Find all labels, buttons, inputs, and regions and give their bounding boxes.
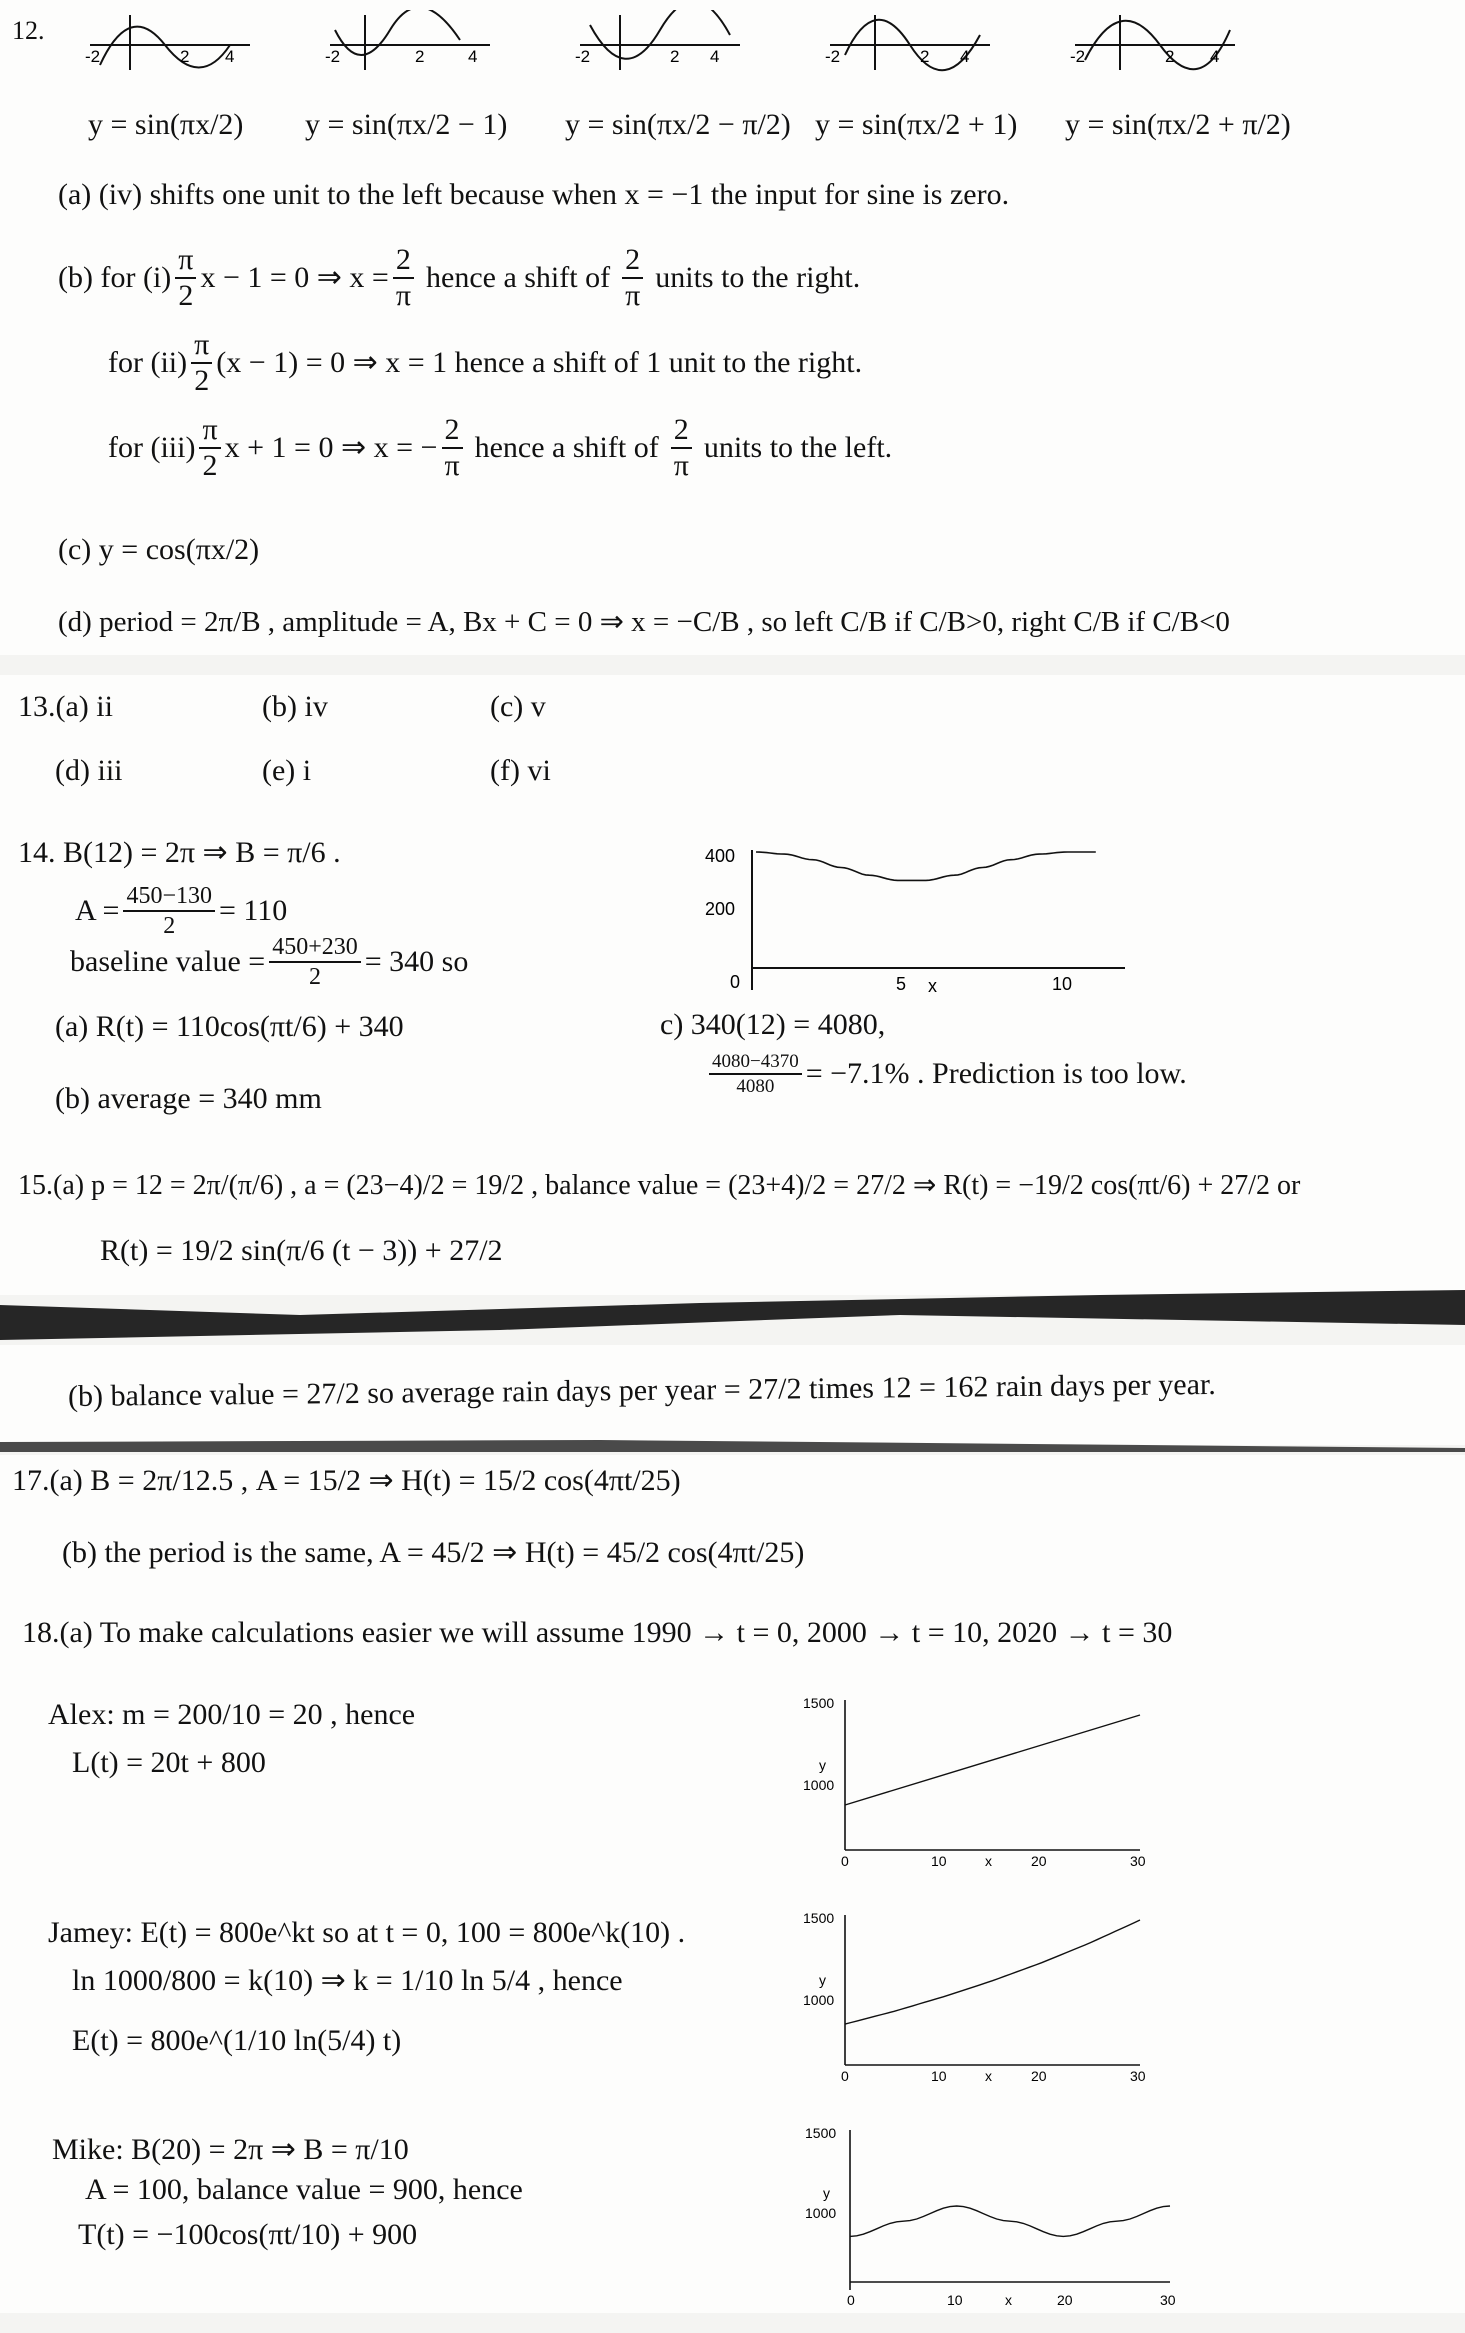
- q12-graph-3-tick-2: 2: [670, 47, 680, 66]
- q13-f: (f) vi: [490, 754, 551, 787]
- q12-part-b3: [108, 415, 892, 481]
- q12-graph-4: [825, 15, 990, 70]
- q12-graph-3-tick: -2: [575, 47, 591, 66]
- jamey-xtick-0: 0: [841, 2068, 849, 2084]
- jamey-ytick-1000: 1000: [803, 1992, 835, 2008]
- alex-xtick-0: 0: [841, 1853, 849, 1869]
- q18-mike-1: Mike: B(20) = 2π ⇒ B = π/10: [52, 2133, 409, 2166]
- q14-line2: [75, 884, 287, 938]
- q12-graph-2-tick-2: 2: [415, 47, 425, 66]
- q14-l3-pre: baseline value =: [70, 945, 266, 978]
- alex-xtick-30: 30: [1130, 1853, 1146, 1869]
- q14-ytick-0: 0: [730, 972, 741, 992]
- q18-chart-mike: [795, 2120, 1185, 2310]
- q18-mike-3: T(t) = −100cos(πt/10) + 900: [78, 2218, 418, 2251]
- q17-part-a: 17.(a) B = 2π/12.5 , A = 15/2 ⇒ H(t) = 15/2 cos(4πt/25): [12, 1464, 681, 1497]
- q14-part-b: (b) average = 340 mm: [55, 1082, 322, 1115]
- q14-xtick-5: 5: [896, 974, 907, 994]
- q14-xlabel: x: [928, 976, 937, 996]
- q13-c: (c) v: [490, 690, 546, 723]
- mike-xlabel: x: [1005, 2292, 1012, 2308]
- q14-l3-post: = 340 so: [364, 945, 469, 978]
- q12-graph-3-tick-4: 4: [710, 47, 720, 66]
- q14-part-a: (a) R(t) = 110cos(πt/6) + 340: [55, 1010, 404, 1043]
- q12-b1-frac2: $\frac{2}{\pi}$: [393, 245, 414, 311]
- q12-b1-frac3: $\frac{2}{\pi}$: [622, 245, 643, 311]
- q15-line1: 15.(a) p = 12 = 2π/(π/6) , a = (23−4)/2 = 19/2 , balance value = (23+4)/2 = 27/2 ⇒ R(t) = −19/2 cos(πt/6) + 27/2 or: [18, 1170, 1301, 1201]
- q12-graph-1-tick-2: 2: [180, 47, 190, 66]
- q12-part-a: (a) (iv) shifts one unit to the left because when x = −1 the input for sine is zero.: [58, 178, 1010, 211]
- q12-graph-5-tick-2: 2: [1165, 47, 1175, 66]
- q12-graph-5: [1070, 15, 1235, 70]
- q12-label-1: y = sin(πx/2): [88, 108, 244, 141]
- q12-graph-5-tick-4: 4: [1210, 47, 1220, 66]
- q12-b3-frac3: $\frac{2}{\pi}$: [671, 415, 692, 481]
- q12-part-d: (d) period = 2π/B , amplitude = A, Bx + C = 0 ⇒ x = −C/B , so left C/B if C/B>0, right C/B if C/B<0: [58, 606, 1230, 638]
- jamey-xtick-30: 30: [1130, 2068, 1146, 2084]
- q12-graph-1-tick: -2: [85, 47, 101, 66]
- q14-line1: 14. B(12) = 2π ⇒ B = π/6 .: [18, 836, 341, 869]
- q12-label-3: y = sin(πx/2 − π/2): [565, 108, 791, 141]
- q14-c2-frac: $\frac{4080-4370}{4080}$: [709, 1052, 802, 1096]
- q12-graph-5-tick: -2: [1070, 47, 1086, 66]
- q12-b1-frac1: $\frac{\pi}{2}$: [175, 245, 196, 311]
- jamey-series-line: [845, 1920, 1140, 2024]
- mike-xtick-20: 20: [1057, 2292, 1073, 2308]
- jamey-xlabel: x: [985, 2068, 992, 2084]
- q12-graph-2: [325, 10, 490, 70]
- q18-mike-2: A = 100, balance value = 900, hence: [85, 2173, 523, 2206]
- q12-graph-2-tick: -2: [325, 47, 341, 66]
- jamey-ylabel: y: [819, 1972, 826, 1988]
- q12-b2-frac: $\frac{\pi}{2}$: [191, 330, 212, 396]
- q14-l2-post: = 110: [218, 894, 288, 927]
- q15-part-b: (b) balance value = 27/2 so average rain days per year = 27/2 times 12 = 162 rain days per year.: [67, 1367, 1216, 1413]
- alex-xlabel: x: [985, 1853, 992, 1869]
- q12-label-2: y = sin(πx/2 − 1): [305, 108, 508, 141]
- q14-series-line: [756, 852, 1096, 880]
- q12-b3-mid: x + 1 = 0 ⇒ x = −: [224, 431, 438, 464]
- q12-label-4: y = sin(πx/2 + 1): [815, 108, 1018, 141]
- q12-b3-frac1: $\frac{\pi}{2}$: [199, 415, 220, 481]
- q12-b2-mid: (x − 1) = 0 ⇒ x = 1 hence a shift of 1 unit to the right.: [216, 346, 863, 379]
- q12-graph-4-tick-2: 2: [920, 47, 930, 66]
- jamey-ytick-1500: 1500: [803, 1910, 835, 1926]
- q18-alex-1: Alex: m = 200/10 = 20 , hence: [48, 1698, 416, 1731]
- q12-b3-frac2: $\frac{2}{\pi}$: [441, 415, 462, 481]
- alex-ytick-1000: 1000: [803, 1777, 835, 1793]
- mike-ytick-1500: 1500: [805, 2125, 837, 2141]
- q12-graph-strip: [80, 10, 1280, 75]
- q12-part-b1: [58, 245, 860, 311]
- jamey-xtick-20: 20: [1031, 2068, 1047, 2084]
- q18-chart-alex: [795, 1690, 1155, 1870]
- q17-part-b: (b) the period is the same, A = 45/2 ⇒ H(t) = 45/2 cos(4πt/25): [62, 1536, 805, 1569]
- q14-part-c2: [705, 1052, 1187, 1096]
- q13-b: (b) iv: [262, 690, 328, 723]
- q12-b3-pre: for (iii): [108, 431, 196, 464]
- q18-part-a: 18.(a) To make calculations easier we will assume 1990 → t = 0, 2000 → t = 10, 2020 → t = 30: [22, 1616, 1173, 1649]
- mike-xtick-30: 30: [1160, 2292, 1176, 2308]
- q14-ytick-400: 400: [705, 846, 736, 866]
- q14-l2-frac: $\frac{450-130}{2}$: [123, 884, 215, 938]
- q18-jamey-2: ln 1000/800 = k(10) ⇒ k = 1/10 ln 5/4 , hence: [72, 1964, 623, 1997]
- q14-part-c1: c) 340(12) = 4080,: [660, 1008, 886, 1041]
- q18-chart-jamey: [795, 1905, 1155, 2085]
- q12-graph-4-tick-4: 4: [960, 47, 970, 66]
- q14-xtick-10: 10: [1052, 974, 1073, 994]
- q12-graph-1: [85, 15, 250, 70]
- q13-a: 13.(a) ii: [18, 690, 113, 723]
- q12-part-c: (c) y = cos(πx/2): [58, 533, 260, 566]
- q12-b1-mid: x − 1 = 0 ⇒ x =: [200, 261, 389, 294]
- q14-line3: [70, 935, 468, 989]
- mike-xtick-0: 0: [847, 2292, 855, 2308]
- alex-xtick-10: 10: [931, 1853, 947, 1869]
- q12-graph-2-tick-4: 4: [468, 47, 478, 66]
- q12-b3-post: units to the left.: [703, 431, 893, 464]
- q18-jamey-3: E(t) = 800e^(1/10 ln(5/4) t): [72, 2024, 402, 2057]
- q12-b3-mid2: hence a shift of: [474, 431, 659, 464]
- q12-graph-1-tick-4: 4: [225, 47, 235, 66]
- q14-l2-pre: A =: [75, 894, 120, 927]
- q15-line2: R(t) = 19/2 sin(π/6 (t − 3)) + 27/2: [100, 1234, 503, 1267]
- q12-b1-pre: (b) for (i): [58, 261, 172, 294]
- tear-mark-1: [0, 1285, 1465, 1365]
- alex-ytick-1500: 1500: [803, 1695, 835, 1711]
- q12-b1-post: units to the right.: [655, 261, 861, 294]
- alex-series-line: [845, 1715, 1140, 1805]
- mike-series-line: [850, 2206, 1170, 2236]
- q13-e: (e) i: [262, 754, 312, 787]
- jamey-xtick-10: 10: [931, 2068, 947, 2084]
- q14-chart: [700, 840, 1140, 1000]
- mike-ytick-1000: 1000: [805, 2205, 837, 2221]
- q12-b1-mid2: hence a shift of: [426, 261, 611, 294]
- q14-c2-post: = −7.1% . Prediction is too low.: [805, 1057, 1187, 1090]
- tear-mark-2: [0, 1430, 1465, 1460]
- mike-xtick-10: 10: [947, 2292, 963, 2308]
- q14-l3-frac: $\frac{450+230}{2}$: [269, 935, 361, 989]
- q12-label-5: y = sin(πx/2 + π/2): [1065, 108, 1291, 141]
- q12-graph-3: [575, 10, 740, 70]
- q18-jamey-1: Jamey: E(t) = 800e^kt so at t = 0, 100 = 800e^k(10) .: [48, 1916, 686, 1949]
- q12-part-b2: [108, 330, 862, 396]
- q18-alex-2: L(t) = 20t + 800: [72, 1746, 266, 1779]
- q14-ytick-200: 200: [705, 899, 736, 919]
- q12-b2-pre: for (ii): [108, 346, 188, 379]
- alex-xtick-20: 20: [1031, 1853, 1047, 1869]
- q13-d: (d) iii: [55, 754, 123, 787]
- q12-number: 12.: [12, 16, 45, 45]
- q12-graph-4-tick: -2: [825, 47, 841, 66]
- mike-ylabel: y: [823, 2185, 830, 2201]
- alex-ylabel: y: [819, 1757, 826, 1773]
